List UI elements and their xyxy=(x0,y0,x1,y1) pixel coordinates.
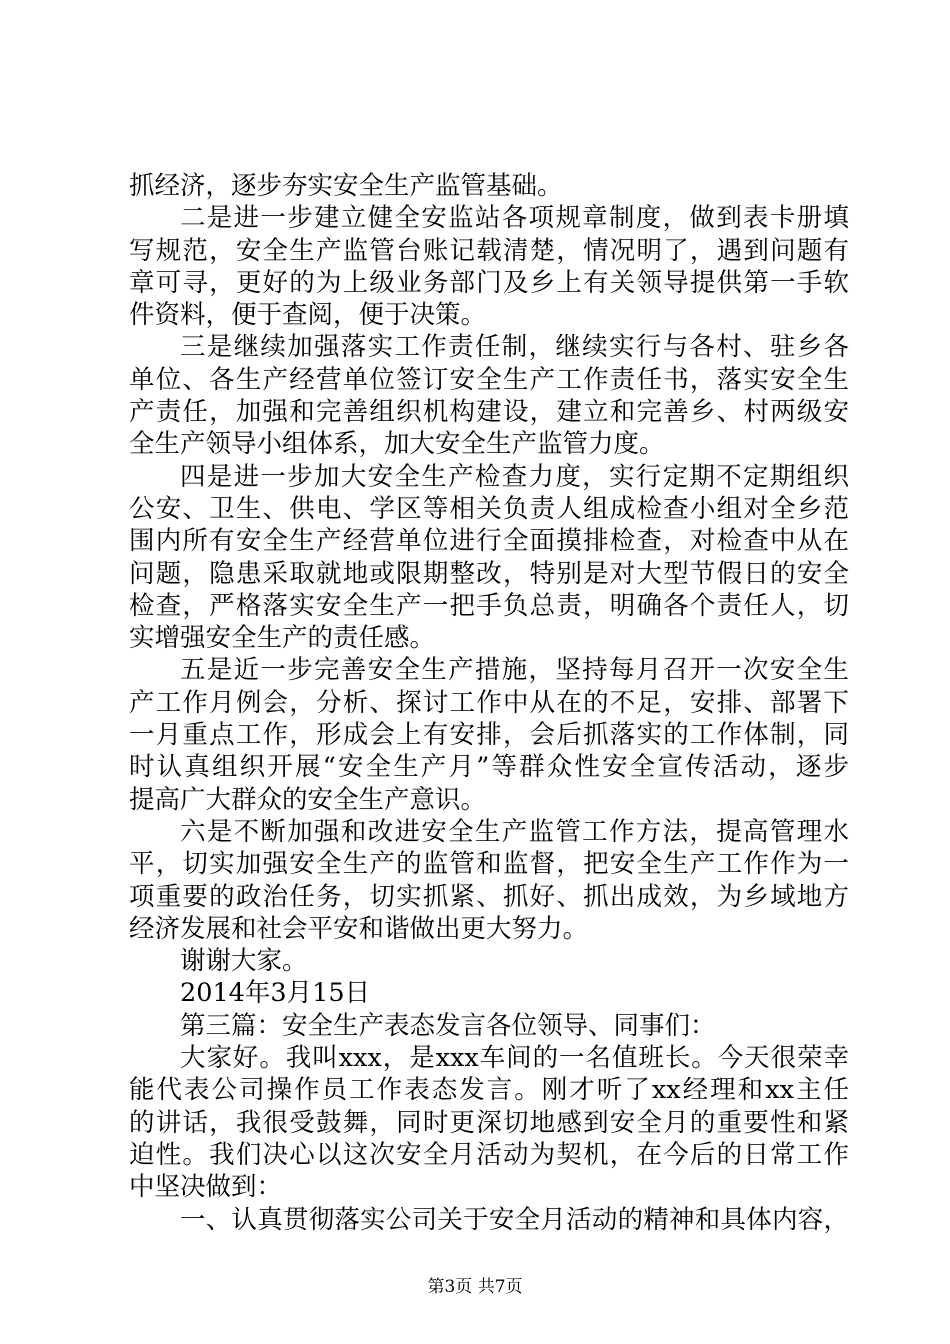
text-line: 全生产领导小组体系，加大安全生产监管力度。 xyxy=(129,429,665,460)
text-line: 大家好。我叫xxx，是xxx车间的一名值班长。今天很荣幸 xyxy=(180,1043,849,1074)
text-line: 迫性。我们决心以这次安全月活动为契机，在今后的日常工作 xyxy=(129,1139,849,1170)
text-line: 检查，严格落实安全生产一把手负总责，明确各个责任人，切 xyxy=(129,590,849,621)
text-line: 一、认真贯彻落实公司关于安全月活动的精神和具体内容， xyxy=(180,1204,849,1235)
text-line: 中坚决做到： xyxy=(129,1172,283,1203)
text-line: 件资料，便于查阅，便于决策。 xyxy=(129,300,487,331)
text-line: 实增强安全生产的责任感。 xyxy=(129,623,436,654)
text-line: 抓经济，逐步夯实安全生产监管基础。 xyxy=(129,171,563,201)
text-line: 单位、各生产经营单位签订安全生产工作责任书，落实安全生 xyxy=(129,364,849,395)
text-line: 六是不断加强和改进安全生产监管工作方法，提高管理水 xyxy=(180,816,849,847)
page-footer: 第3页 共7页 xyxy=(427,1277,523,1297)
text-line: 问题，隐患采取就地或限期整改，特别是对大型节假日的安全 xyxy=(129,558,849,589)
text-line: 围内所有安全生产经营单位进行全面摸排检查，对检查中从在 xyxy=(129,526,849,557)
text-line: 第三篇：安全生产表态发言各位领导、同事们： xyxy=(180,1010,716,1041)
text-line: 三是继续加强落实工作责任制，继续实行与各村、驻乡各 xyxy=(180,332,849,363)
text-line: 的讲话，我很受鼓舞，同时更深切地感到安全月的重要性和紧 xyxy=(129,1107,849,1138)
text-line: 四是进一步加大安全生产检查力度，实行定期不定期组织 xyxy=(180,461,849,492)
text-line: 能代表公司操作员工作表态发言。刚才听了xx经理和xx主任 xyxy=(129,1075,849,1106)
text-line: 提高广大群众的安全生产意识。 xyxy=(129,784,487,815)
text-line: 经济发展和社会平安和谐做出更大努力。 xyxy=(129,913,589,944)
text-line: 五是近一步完善安全生产措施，坚持每月召开一次安全生 xyxy=(180,655,849,686)
text-line: 产工作月例会，分析、探讨工作中从在的不足，安排、部署下 xyxy=(129,687,849,718)
text-line: 章可寻，更好的为上级业务部门及乡上有关领导提供第一手软 xyxy=(129,267,849,298)
text-line: 平，切实加强安全生产的监管和监督，把安全生产工作作为一 xyxy=(129,849,849,880)
text-line: 谢谢大家。 xyxy=(180,946,308,977)
text-line: 时认真组织开展“安全生产月”等群众性安全宣传活动，逐步 xyxy=(129,752,849,783)
text-line: 一月重点工作，形成会上有安排，会后抓落实的工作体制，同 xyxy=(129,720,849,751)
text-line: 公安、卫生、供电、学区等相关负责人组成检查小组对全乡范 xyxy=(129,493,849,524)
body-text xyxy=(129,170,849,1236)
text-line: 写规范，安全生产监管台账记载清楚，情况明了，遇到问题有 xyxy=(129,235,849,266)
text-line: 产责任，加强和完善组织机构建设，建立和完善乡、村两级安 xyxy=(129,397,849,428)
text-line: 2014年3月15日 xyxy=(180,978,371,1009)
text-line: 二是进一步建立健全安监站各项规章制度，做到表卡册填 xyxy=(180,203,849,234)
text-line: 项重要的政治任务，切实抓紧、抓好、抓出成效，为乡域地方 xyxy=(129,881,849,912)
